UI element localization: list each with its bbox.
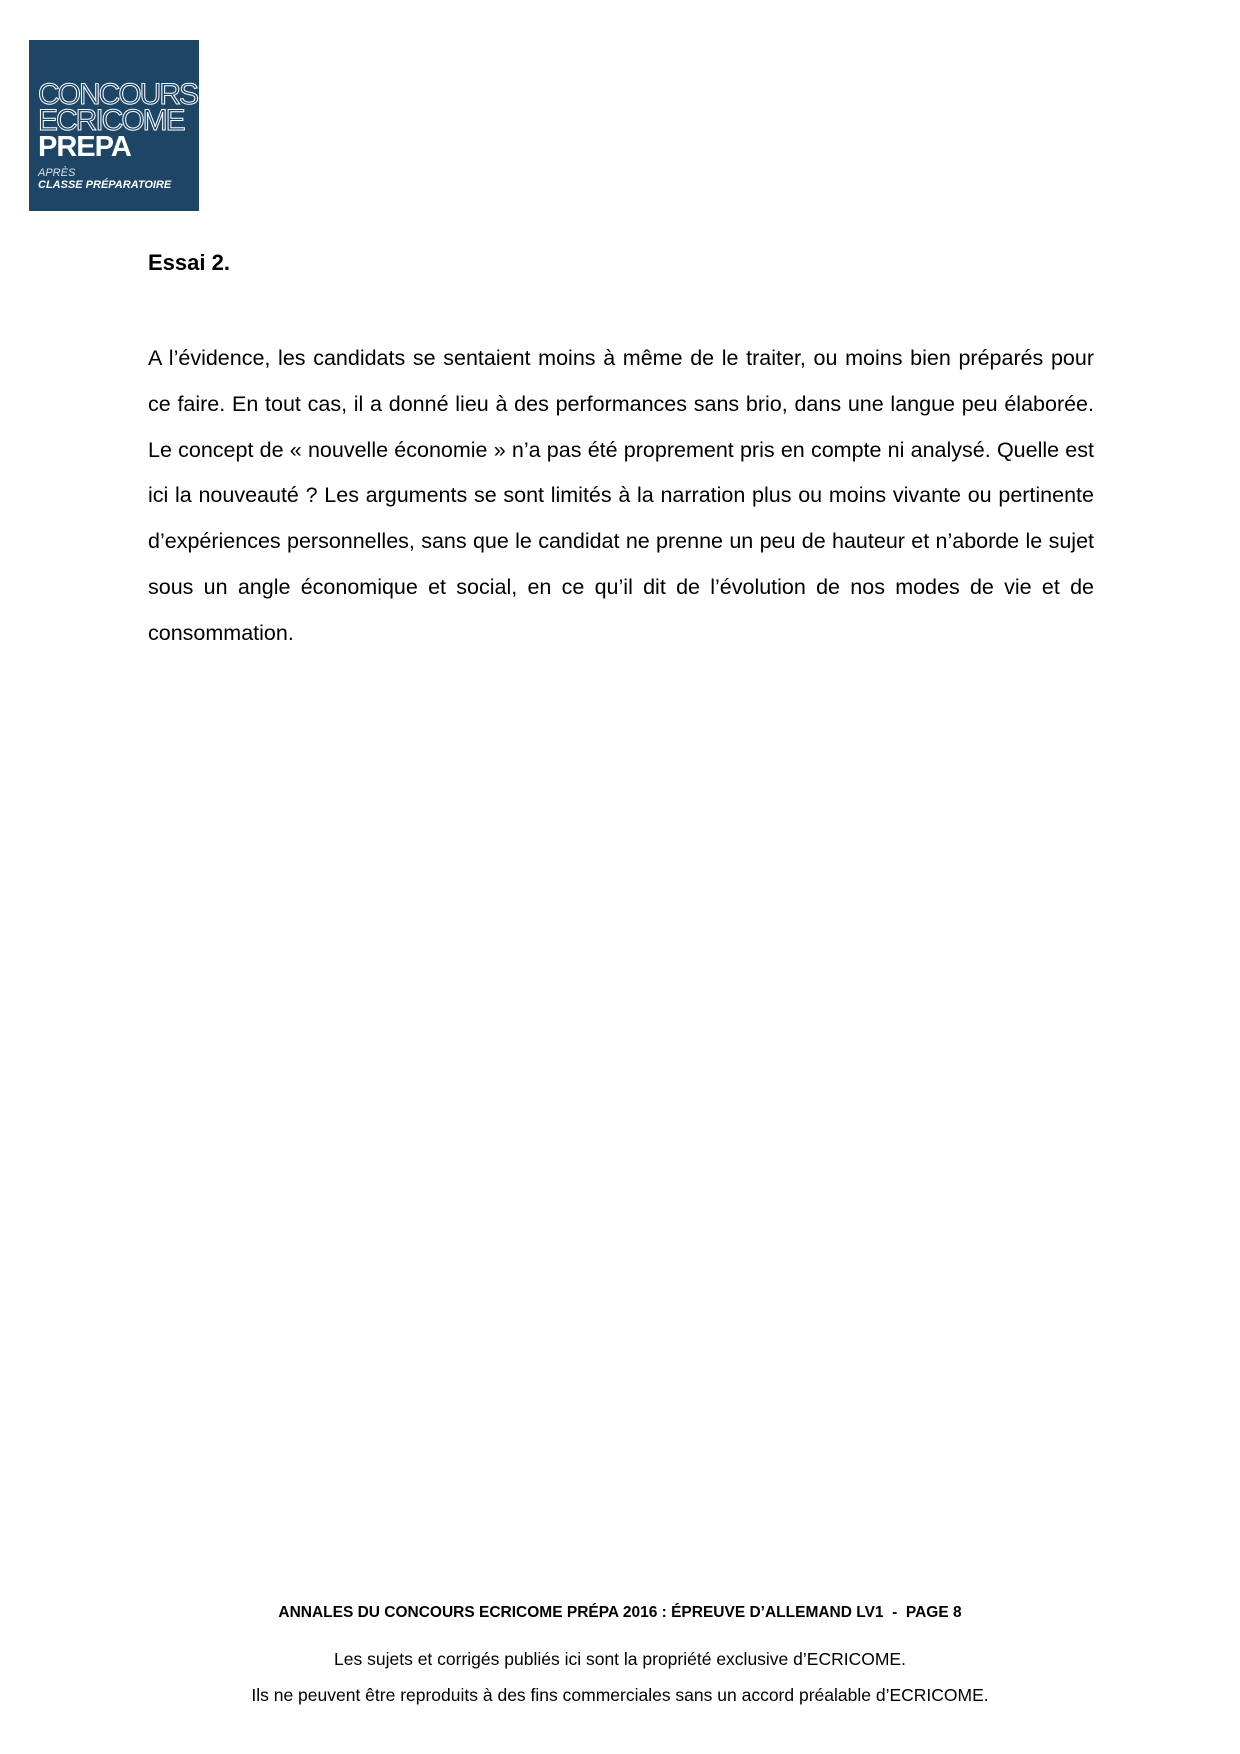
logo-text-prepa: PREPA (38, 131, 131, 163)
ecricome-logo (29, 40, 199, 211)
footer-reproduction-notice: Ils ne peuvent être reproduits à des fins commerciales sans un accord préalable d’ECRICOME. (251, 1685, 989, 1705)
logo-text-concours: CONCOURS (38, 78, 198, 111)
logo-text-classe-preparatoire: CLASSE PRÉPARATOIRE (38, 179, 172, 191)
footer-page-title: ANNALES DU CONCOURS ECRICOME PRÉPA 2016 : ÉPREUVE D’ALLEMAND LV1 - PAGE 8 (278, 1604, 962, 1621)
footer-copyright-notice: Les sujets et corrigés publiés ici sont la propriété exclusive d’ECRICOME. (334, 1649, 906, 1669)
logo-text-apres: APRÈS (38, 167, 76, 179)
body-paragraph: A l’évidence, les candidats se sentaient moins à même de le traiter, ou moins bien préparés pour ce faire. En tout cas, il a donné lieu à des performances sans brio, dans une langue peu élaborée. Le concept de « nouvelle économie » n’a pas été proprement pris en compte ni analysé. Quelle est ici la nouveauté ? Les arguments se sont limités à la narration plus ou moins vivante ou pertinente d’expériences personnelles, sans que le candidat ne prenne un peu de hauteur et n’aborde le sujet sous un angle économique et social, en ce qu’il dit de l’évolution de nos modes de vie et de consommation. (148, 346, 1094, 645)
logo-text-ecricome: ECRICOME (38, 104, 184, 137)
section-heading: Essai 2. (148, 250, 230, 275)
